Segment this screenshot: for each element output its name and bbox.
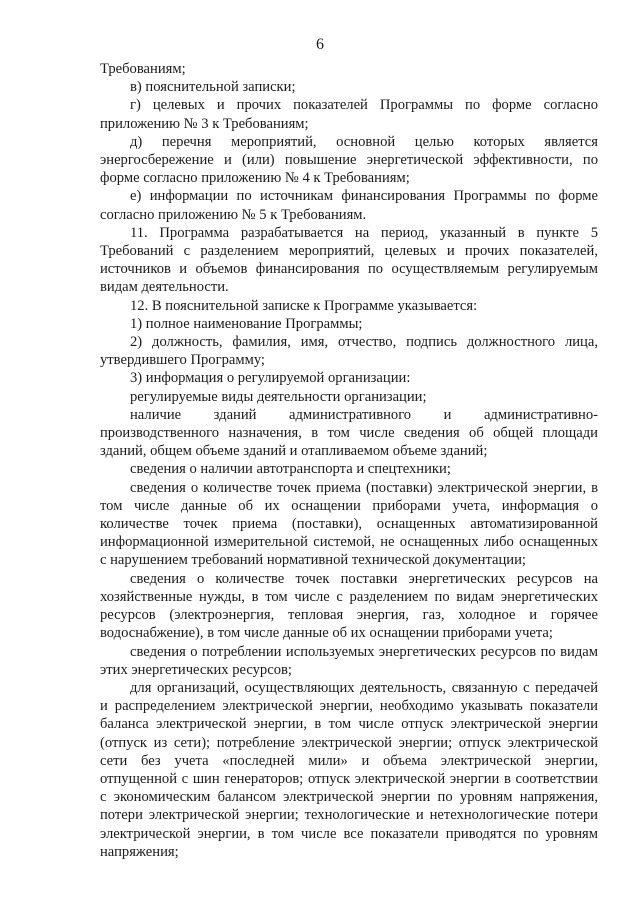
paragraph-energy-supply-points: сведения о количестве точек поставки энергетических ресурсов на хозяйственные нужды, в том числе с разделением по видам энергетических ресурсов (электроэнергия, тепловая энергия, газ, холодное и горячее водоснабжение), в том числе данные об их оснащении приборами учета; (100, 570, 598, 642)
paragraph-item-2: 2) должность, фамилия, имя, отчество, подпись должностного лица, утвердившего Программу; (100, 334, 598, 369)
paragraph-vehicles: сведения о наличии автотранспорта и спецтехники; (130, 461, 451, 478)
paragraph-electricity-points: сведения о количестве точек приема (поставки) электрической энергии, в том числе данные об их оснащении приборами учета, информация о количестве точек приема (поставки), оснащенных автоматизированной информационной измерительной системой, не оснащенных либо оснащенных с нарушением требований нормативной технической документации; (100, 479, 598, 569)
paragraph-buildings: наличие зданий административного и административно-производственного назначения, в том числе сведения об общей площади зданий, общем объеме зданий и отапливаемом объеме зданий; (100, 406, 598, 460)
paragraph-item-g: г) целевых и прочих показателей Программы по форме согласно приложению № 3 к Требованиям; (100, 97, 598, 132)
paragraph-item-1: 1) полное наименование Программы; (130, 315, 363, 332)
paragraph-item-3: 3) информация о регулируемой организации: (130, 370, 411, 387)
paragraph-clause-12: 12. В пояснительной записке к Программе указывается: (130, 297, 478, 314)
page-number: 6 (316, 36, 324, 53)
paragraph-clause-11: 11. Программа разрабатывается на период, указанный в пункте 5 Требований с разделением мероприятий, целевых и прочих показателей, источников и объемов финансирования по осуществляемым регулируемым видам деятельности. (100, 224, 598, 296)
paragraph-continuation: Требованиям; (100, 61, 186, 77)
paragraph-activity-types: регулируемые виды деятельности организации; (130, 388, 427, 405)
paragraph-item-e: е) информации по источникам финансирования Программы по форме согласно приложению № 5 к Требованиям. (100, 188, 598, 223)
paragraph-energy-consumption: сведения о потреблении используемых энергетических ресурсов по видам этих энергетических ресурсов; (100, 643, 598, 678)
paragraph-item-v: в) пояснительной записки; (130, 79, 296, 96)
paragraph-item-d: д) перечня мероприятий, основной целью которых является энергосбережение и (или) повышение энергетической эффективности, по форме согласно приложению № 4 к Требованиям; (100, 133, 598, 187)
paragraph-electricity-balance: для организаций, осуществляющих деятельность, связанную с передачей и распределением электрической энергии, необходимо указывать показатели баланса электрической энергии, в том числе отпуск электрической энергии (отпуск из сети); потребление электрической энергии; отпуск электрической сети без учета «последней мили» и объема электрической энергии, отпущенной с шин генераторов; отпуск электрической энергии в соответствии с экономическим балансом электрической энергии по уровням напряжения, потери электрической энергии; технологические и нетехнологические потери электрической энергии, в том числе все показатели приводятся по уровням напряжения; (100, 679, 598, 860)
document-body (100, 60, 598, 861)
